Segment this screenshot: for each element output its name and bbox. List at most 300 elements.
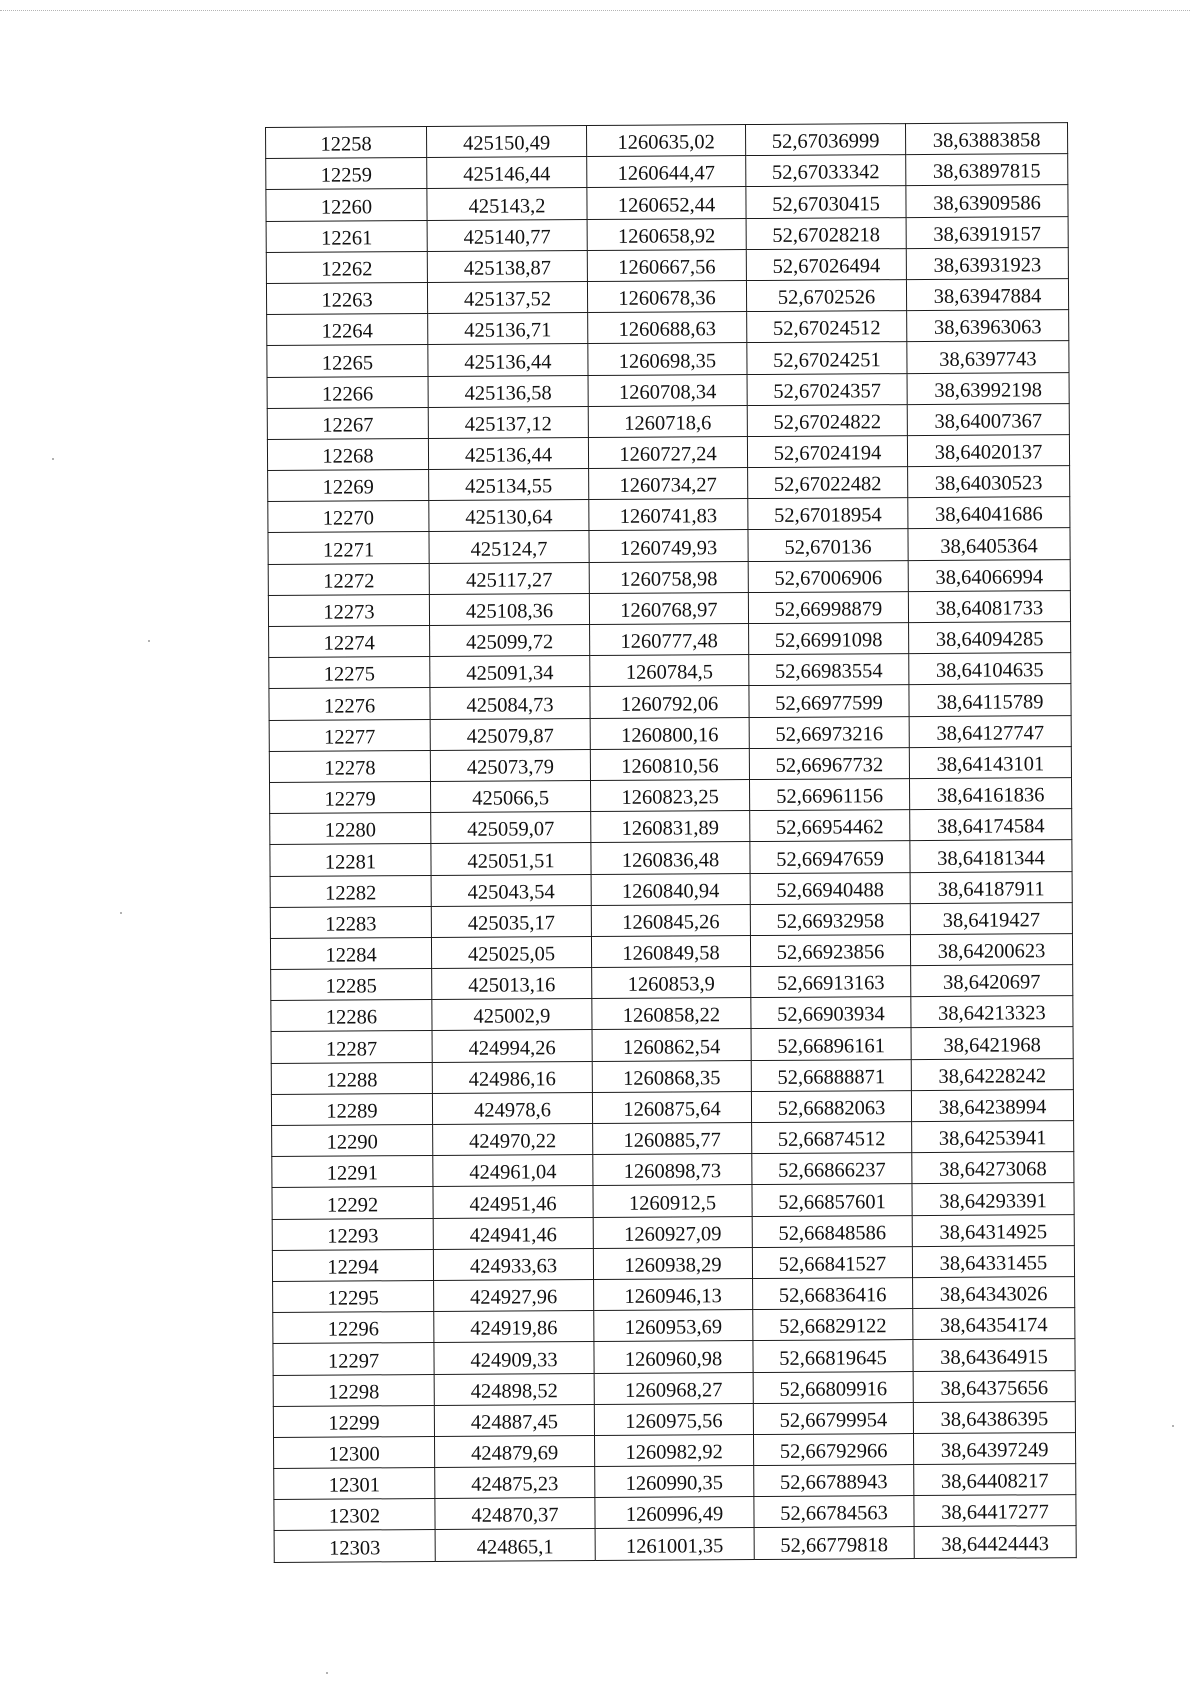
longitude-cell	[913, 1339, 1075, 1371]
table-row	[269, 715, 1071, 751]
cell-text: 1260652,44	[617, 193, 716, 217]
coord-y-cell	[591, 842, 750, 874]
coord-x-cell	[428, 375, 588, 407]
table-row	[270, 840, 1072, 876]
coord-y-cell	[593, 1216, 752, 1248]
cell-text: 425134,55	[465, 475, 553, 499]
cell-text: 12303	[328, 1536, 381, 1560]
cell-text: 425002,9	[473, 1005, 551, 1029]
longitude-cell	[907, 372, 1069, 404]
cell-text: 52,67028218	[772, 223, 881, 247]
cell-text: 12275	[323, 663, 376, 687]
point-number-cell	[273, 1374, 434, 1406]
point-number-cell	[268, 470, 429, 502]
cell-text: 12295	[327, 1287, 379, 1310]
latitude-cell	[747, 373, 907, 405]
cell-text: 424865,1	[476, 1535, 554, 1559]
latitude-cell	[753, 1402, 913, 1434]
cell-text: 52,66954462	[775, 816, 884, 840]
cell-text: 52,66836416	[778, 1284, 887, 1308]
coord-y-cell	[590, 748, 749, 780]
cell-text: 12268	[322, 445, 374, 468]
point-number-cell	[267, 314, 428, 346]
cell-text: 1260960,98	[624, 1347, 723, 1371]
longitude-cell	[908, 590, 1070, 622]
cell-text: 1261001,35	[625, 1534, 724, 1558]
cell-text: 52,66932958	[776, 910, 885, 933]
cell-text: 12277	[324, 726, 376, 749]
cell-text: 1260968,27	[624, 1378, 723, 1402]
latitude-cell	[749, 779, 909, 811]
scan-speck	[326, 1672, 328, 1674]
point-number-cell	[267, 407, 428, 439]
latitude-cell	[749, 685, 909, 717]
table-row	[270, 933, 1072, 969]
point-number-cell	[270, 937, 431, 969]
latitude-cell	[753, 1433, 913, 1465]
coord-x-cell	[433, 1248, 593, 1280]
cell-text: 52,66784563	[780, 1502, 888, 1526]
cell-text: 425013,16	[468, 974, 556, 998]
cell-text: 424875,23	[471, 1473, 559, 1497]
cell-text: 424933,63	[469, 1255, 558, 1278]
point-number-cell	[271, 1000, 432, 1032]
cell-text: 38,63897815	[932, 160, 1041, 184]
coord-y-cell	[587, 218, 746, 250]
longitude-cell	[911, 1027, 1073, 1059]
coord-y-cell	[591, 811, 750, 843]
coord-y-cell	[593, 1185, 752, 1217]
cell-text: 12264	[321, 320, 373, 343]
cell-text: 38,64007367	[934, 410, 1043, 433]
point-number-cell	[268, 563, 429, 595]
cell-text: 38,64143101	[936, 753, 1045, 776]
cell-text: 38,64081733	[935, 597, 1044, 620]
cell-text: 12287	[325, 1037, 378, 1061]
cell-text: 12280	[324, 819, 376, 842]
coord-x-cell	[434, 1342, 594, 1374]
cell-text: 38,64020137	[934, 441, 1043, 464]
cell-text: 424961,04	[469, 1161, 557, 1185]
cell-text: 52,67024251	[773, 348, 881, 372]
longitude-cell	[907, 341, 1069, 373]
coord-y-cell	[595, 1528, 754, 1560]
coord-x-cell	[435, 1435, 595, 1467]
cell-text: 12263	[321, 289, 373, 312]
longitude-cell	[908, 466, 1070, 498]
longitude-cell	[906, 154, 1068, 186]
point-number-cell	[269, 719, 430, 751]
cell-text: 1260996,49	[625, 1503, 724, 1527]
table-row	[273, 1339, 1075, 1375]
cell-text: 1260849,58	[622, 942, 720, 965]
table-row	[274, 1464, 1076, 1500]
cell-text: 38,64397249	[940, 1439, 1049, 1462]
cell-text: 1260862,54	[622, 1035, 721, 1059]
coord-y-cell	[591, 904, 750, 936]
cell-text: 12300	[328, 1443, 380, 1466]
cell-text: 38,63919157	[933, 223, 1042, 246]
coord-x-cell	[431, 780, 591, 812]
coord-y-cell	[586, 125, 745, 157]
cell-text: 12294	[327, 1256, 379, 1279]
cell-text: 12283	[325, 913, 377, 936]
cell-text: 424887,45	[470, 1411, 559, 1434]
latitude-cell	[753, 1371, 913, 1403]
coord-x-cell	[430, 656, 590, 688]
table-row	[271, 1089, 1073, 1125]
cell-text: 1260741,83	[619, 505, 718, 529]
cell-text: 38,64273068	[939, 1158, 1047, 1182]
coord-y-cell	[594, 1341, 753, 1373]
longitude-cell	[913, 1370, 1075, 1402]
cell-text: 52,66882063	[777, 1097, 886, 1120]
cell-text: 38,63909586	[933, 191, 1041, 215]
latitude-cell	[751, 1028, 911, 1060]
point-number-cell	[266, 282, 427, 314]
cell-text: 52,66848586	[778, 1221, 887, 1245]
cell-text: 12291	[326, 1162, 379, 1186]
point-number-cell	[270, 813, 431, 845]
cell-text: 12289	[326, 1100, 378, 1123]
cell-text: 52,66799954	[779, 1409, 888, 1432]
latitude-cell	[747, 404, 907, 436]
cell-text: 38,63947884	[933, 285, 1042, 309]
cell-text: 12265	[321, 351, 374, 375]
coord-x-cell	[434, 1373, 594, 1405]
point-number-cell	[267, 345, 428, 377]
coord-x-cell	[434, 1311, 594, 1343]
cell-text: 38,64238994	[938, 1096, 1047, 1119]
table-row	[272, 1121, 1074, 1157]
cell-text: 1260758,98	[620, 568, 718, 591]
latitude-cell	[751, 997, 911, 1029]
latitude-cell	[747, 435, 907, 467]
cell-text: 52,66973216	[775, 722, 884, 746]
cell-text: 52,670136	[784, 535, 872, 559]
longitude-cell	[913, 1401, 1075, 1433]
cell-text: 12278	[324, 757, 376, 780]
coord-x-cell	[428, 406, 588, 438]
cell-text: 38,64174584	[936, 815, 1045, 839]
coord-y-cell	[588, 312, 747, 344]
coord-y-cell	[590, 655, 749, 687]
cell-text: 12259	[320, 164, 372, 188]
longitude-cell	[907, 403, 1069, 435]
cell-text: 425138,87	[463, 257, 551, 280]
longitude-cell	[906, 216, 1068, 248]
point-number-cell	[272, 1218, 433, 1250]
table-row	[273, 1370, 1075, 1406]
longitude-cell	[910, 840, 1072, 872]
longitude-cell	[910, 871, 1072, 903]
point-number-cell	[271, 969, 432, 1001]
table-row	[267, 310, 1069, 346]
cell-text: 12299	[328, 1412, 380, 1435]
cell-text: 38,64343026	[939, 1283, 1048, 1307]
cell-text: 425136,44	[464, 350, 552, 374]
point-number-cell	[268, 532, 429, 564]
cell-text: 52,66819645	[779, 1346, 887, 1370]
cell-text: 52,66923856	[776, 941, 885, 964]
cell-text: 425143,2	[468, 194, 546, 218]
latitude-cell	[749, 716, 909, 748]
longitude-cell	[913, 1308, 1075, 1340]
longitude-cell	[910, 933, 1072, 965]
cell-text: 1260898,73	[623, 1160, 722, 1184]
cell-text: 1260749,93	[619, 536, 718, 560]
point-number-cell	[271, 1031, 432, 1063]
cell-text: 1260777,48	[620, 630, 718, 654]
longitude-cell	[912, 1245, 1074, 1277]
coord-y-cell	[587, 280, 746, 312]
coord-x-cell	[434, 1279, 594, 1311]
coord-y-cell	[591, 873, 750, 905]
point-number-cell	[266, 127, 427, 159]
coord-y-cell	[588, 436, 747, 468]
cell-text: 425051,51	[467, 849, 555, 873]
coord-x-cell	[427, 219, 587, 251]
point-number-cell	[266, 158, 427, 190]
cell-text: 424941,46	[469, 1223, 557, 1247]
cell-text: 38,63992198	[934, 378, 1043, 402]
cell-text: 425150,49	[462, 132, 551, 155]
scan-speck	[1172, 1425, 1174, 1427]
coord-y-cell	[588, 405, 747, 437]
cell-text: 425079,87	[466, 724, 554, 748]
coord-y-cell	[595, 1466, 754, 1498]
coord-y-cell	[593, 1247, 752, 1279]
cell-text: 38,64066994	[935, 566, 1044, 589]
latitude-cell	[747, 342, 907, 374]
cell-text: 1260734,27	[619, 474, 717, 498]
cell-text: 38,64375656	[940, 1376, 1049, 1400]
coord-y-cell	[592, 1091, 751, 1123]
longitude-cell	[912, 1214, 1074, 1246]
point-number-cell	[266, 189, 427, 221]
coord-y-cell	[590, 717, 749, 749]
latitude-cell	[746, 280, 906, 312]
cell-text: 1260990,35	[625, 1472, 724, 1496]
coord-x-cell	[430, 749, 590, 781]
coord-x-cell	[428, 313, 588, 345]
coord-x-cell	[430, 625, 590, 657]
coord-x-cell	[433, 1155, 593, 1187]
coord-x-cell	[432, 968, 592, 1000]
latitude-cell	[747, 311, 907, 343]
latitude-cell	[752, 1246, 912, 1278]
point-number-cell	[272, 1249, 433, 1281]
coord-y-cell	[589, 468, 748, 500]
cell-text: 425084,73	[466, 693, 554, 717]
coord-x-cell	[427, 157, 587, 189]
table-row	[266, 185, 1068, 221]
cell-text: 52,67018954	[774, 504, 882, 528]
cell-text: 38,64187911	[937, 877, 1045, 901]
longitude-cell	[911, 1058, 1073, 1090]
coord-y-cell	[593, 1154, 752, 1186]
table-row	[268, 590, 1070, 626]
cell-text: 424951,46	[469, 1192, 557, 1216]
coord-x-cell	[435, 1498, 595, 1530]
cell-text: 38,64293391	[939, 1189, 1047, 1213]
longitude-cell	[914, 1464, 1076, 1496]
cell-text: 1260708,34	[618, 380, 717, 404]
cell-text: 52,66857601	[778, 1190, 886, 1214]
cell-text: 12261	[320, 227, 373, 250]
cell-text: 52,66779818	[780, 1533, 889, 1557]
table-row	[267, 403, 1069, 439]
coord-x-cell	[427, 281, 587, 313]
point-number-cell	[274, 1436, 435, 1468]
cell-text: 425146,44	[463, 163, 551, 187]
cell-text: 12297	[327, 1349, 380, 1373]
latitude-cell	[746, 186, 906, 218]
scan-speck	[120, 912, 122, 914]
cell-text: 425124,7	[470, 537, 548, 561]
cell-text: 38,64115789	[936, 690, 1044, 714]
cell-text: 38,64331455	[939, 1252, 1048, 1275]
coord-y-cell	[589, 530, 748, 562]
longitude-cell	[911, 1089, 1073, 1121]
longitude-cell	[906, 247, 1068, 279]
cell-text: 38,64354174	[939, 1314, 1048, 1338]
cell-text: 38,64127747	[936, 722, 1045, 745]
longitude-cell	[908, 528, 1070, 560]
cell-text: 52,66983554	[774, 660, 883, 684]
coord-x-cell	[428, 437, 588, 469]
coord-y-cell	[594, 1310, 753, 1342]
coord-y-cell	[587, 187, 746, 219]
cell-text: 1260688,63	[618, 318, 717, 342]
cell-text: 425137,12	[464, 413, 552, 436]
cell-text: 52,66998879	[774, 598, 883, 621]
cell-text: 12298	[328, 1381, 380, 1404]
cell-text: 1260831,89	[621, 817, 720, 841]
cell-text: 425043,54	[467, 880, 555, 904]
table-row	[268, 497, 1070, 533]
latitude-cell	[754, 1496, 914, 1528]
table-row	[266, 154, 1068, 190]
cell-text: 12267	[322, 414, 374, 437]
latitude-cell	[752, 1184, 912, 1216]
point-number-cell	[266, 220, 427, 252]
table-row	[274, 1432, 1076, 1468]
cell-text: 52,66977599	[775, 691, 883, 715]
cell-text: 12279	[324, 788, 376, 811]
cell-text: 38,64408217	[940, 1470, 1049, 1494]
longitude-cell	[914, 1526, 1076, 1558]
latitude-cell	[750, 934, 910, 966]
cell-text: 1260698,35	[618, 349, 717, 373]
scan-top-edge	[0, 10, 1190, 11]
coord-y-cell	[589, 561, 748, 593]
longitude-cell	[911, 965, 1073, 997]
longitude-cell	[907, 310, 1069, 342]
coord-x-cell	[429, 593, 589, 625]
coord-y-cell	[587, 249, 746, 281]
table-row	[266, 123, 1068, 159]
cell-text: 38,64386395	[940, 1408, 1049, 1431]
cell-text: 52,67024512	[772, 317, 881, 341]
cell-text: 52,66888871	[777, 1066, 886, 1089]
coord-x-cell	[432, 1092, 592, 1124]
cell-text: 424994,26	[468, 1036, 556, 1060]
cell-text: 38,64181344	[937, 846, 1045, 870]
cell-text: 52,66991098	[774, 629, 883, 653]
cell-text: 425025,05	[467, 943, 556, 966]
cell-text: 424909,33	[470, 1348, 558, 1372]
coord-x-cell	[432, 999, 592, 1031]
cell-text: 12276	[323, 694, 376, 718]
cell-text: 12262	[321, 258, 373, 281]
latitude-cell	[752, 1122, 912, 1154]
cell-text: 52,67024357	[773, 379, 882, 403]
coord-x-cell	[432, 1061, 592, 1093]
table-row	[267, 372, 1069, 408]
coord-y-cell	[589, 592, 748, 624]
cell-text: 52,66896161	[777, 1034, 886, 1058]
latitude-cell	[750, 810, 910, 842]
coord-x-cell	[433, 1217, 593, 1249]
latitude-cell	[746, 248, 906, 280]
cell-text: 38,64104635	[935, 659, 1044, 683]
cell-text: 425099,72	[466, 631, 554, 654]
cell-text: 1260982,92	[625, 1441, 723, 1464]
cell-text: 1260635,02	[617, 131, 715, 155]
longitude-cell	[909, 684, 1071, 716]
cell-text: 52,67006906	[774, 567, 883, 590]
cell-text: 1260658,92	[617, 225, 716, 248]
cell-text: 52,66967732	[775, 754, 884, 777]
latitude-cell	[748, 591, 908, 623]
coord-y-cell	[590, 624, 749, 656]
cell-text: 38,6421968	[943, 1033, 1041, 1057]
cell-text: 12282	[324, 882, 377, 905]
cell-text: 12273	[323, 601, 375, 624]
cell-text: 38,6420697	[942, 971, 1041, 995]
cell-text: 38,64030523	[934, 472, 1043, 496]
table-row	[273, 1308, 1075, 1344]
cell-text: 424879,69	[470, 1442, 559, 1465]
cell-text: 12301	[328, 1474, 380, 1497]
scan-speck	[52, 458, 54, 460]
cell-text: 52,67030415	[772, 192, 880, 216]
point-number-cell	[271, 1062, 432, 1094]
point-number-cell	[274, 1468, 435, 1500]
table-row	[269, 746, 1071, 782]
cell-text: 425035,17	[467, 912, 555, 935]
point-number-cell	[269, 688, 430, 720]
cell-text: 12284	[325, 944, 377, 967]
cell-text: 52,66913163	[776, 972, 885, 996]
coord-x-cell	[429, 562, 589, 594]
latitude-cell	[748, 529, 908, 561]
coord-x-cell	[433, 1124, 593, 1156]
cell-text: 52,67033342	[771, 161, 880, 185]
point-number-cell	[274, 1499, 435, 1531]
coord-x-cell	[427, 250, 587, 282]
cell-text: 1260845,26	[622, 911, 720, 934]
longitude-cell	[910, 809, 1072, 841]
table-row	[269, 622, 1071, 658]
coord-y-cell	[595, 1497, 754, 1529]
cell-text: 12260	[320, 195, 373, 219]
cell-text: 12258	[320, 133, 372, 156]
point-number-cell	[273, 1280, 434, 1312]
table-row	[272, 1152, 1074, 1188]
longitude-cell	[912, 1152, 1074, 1184]
